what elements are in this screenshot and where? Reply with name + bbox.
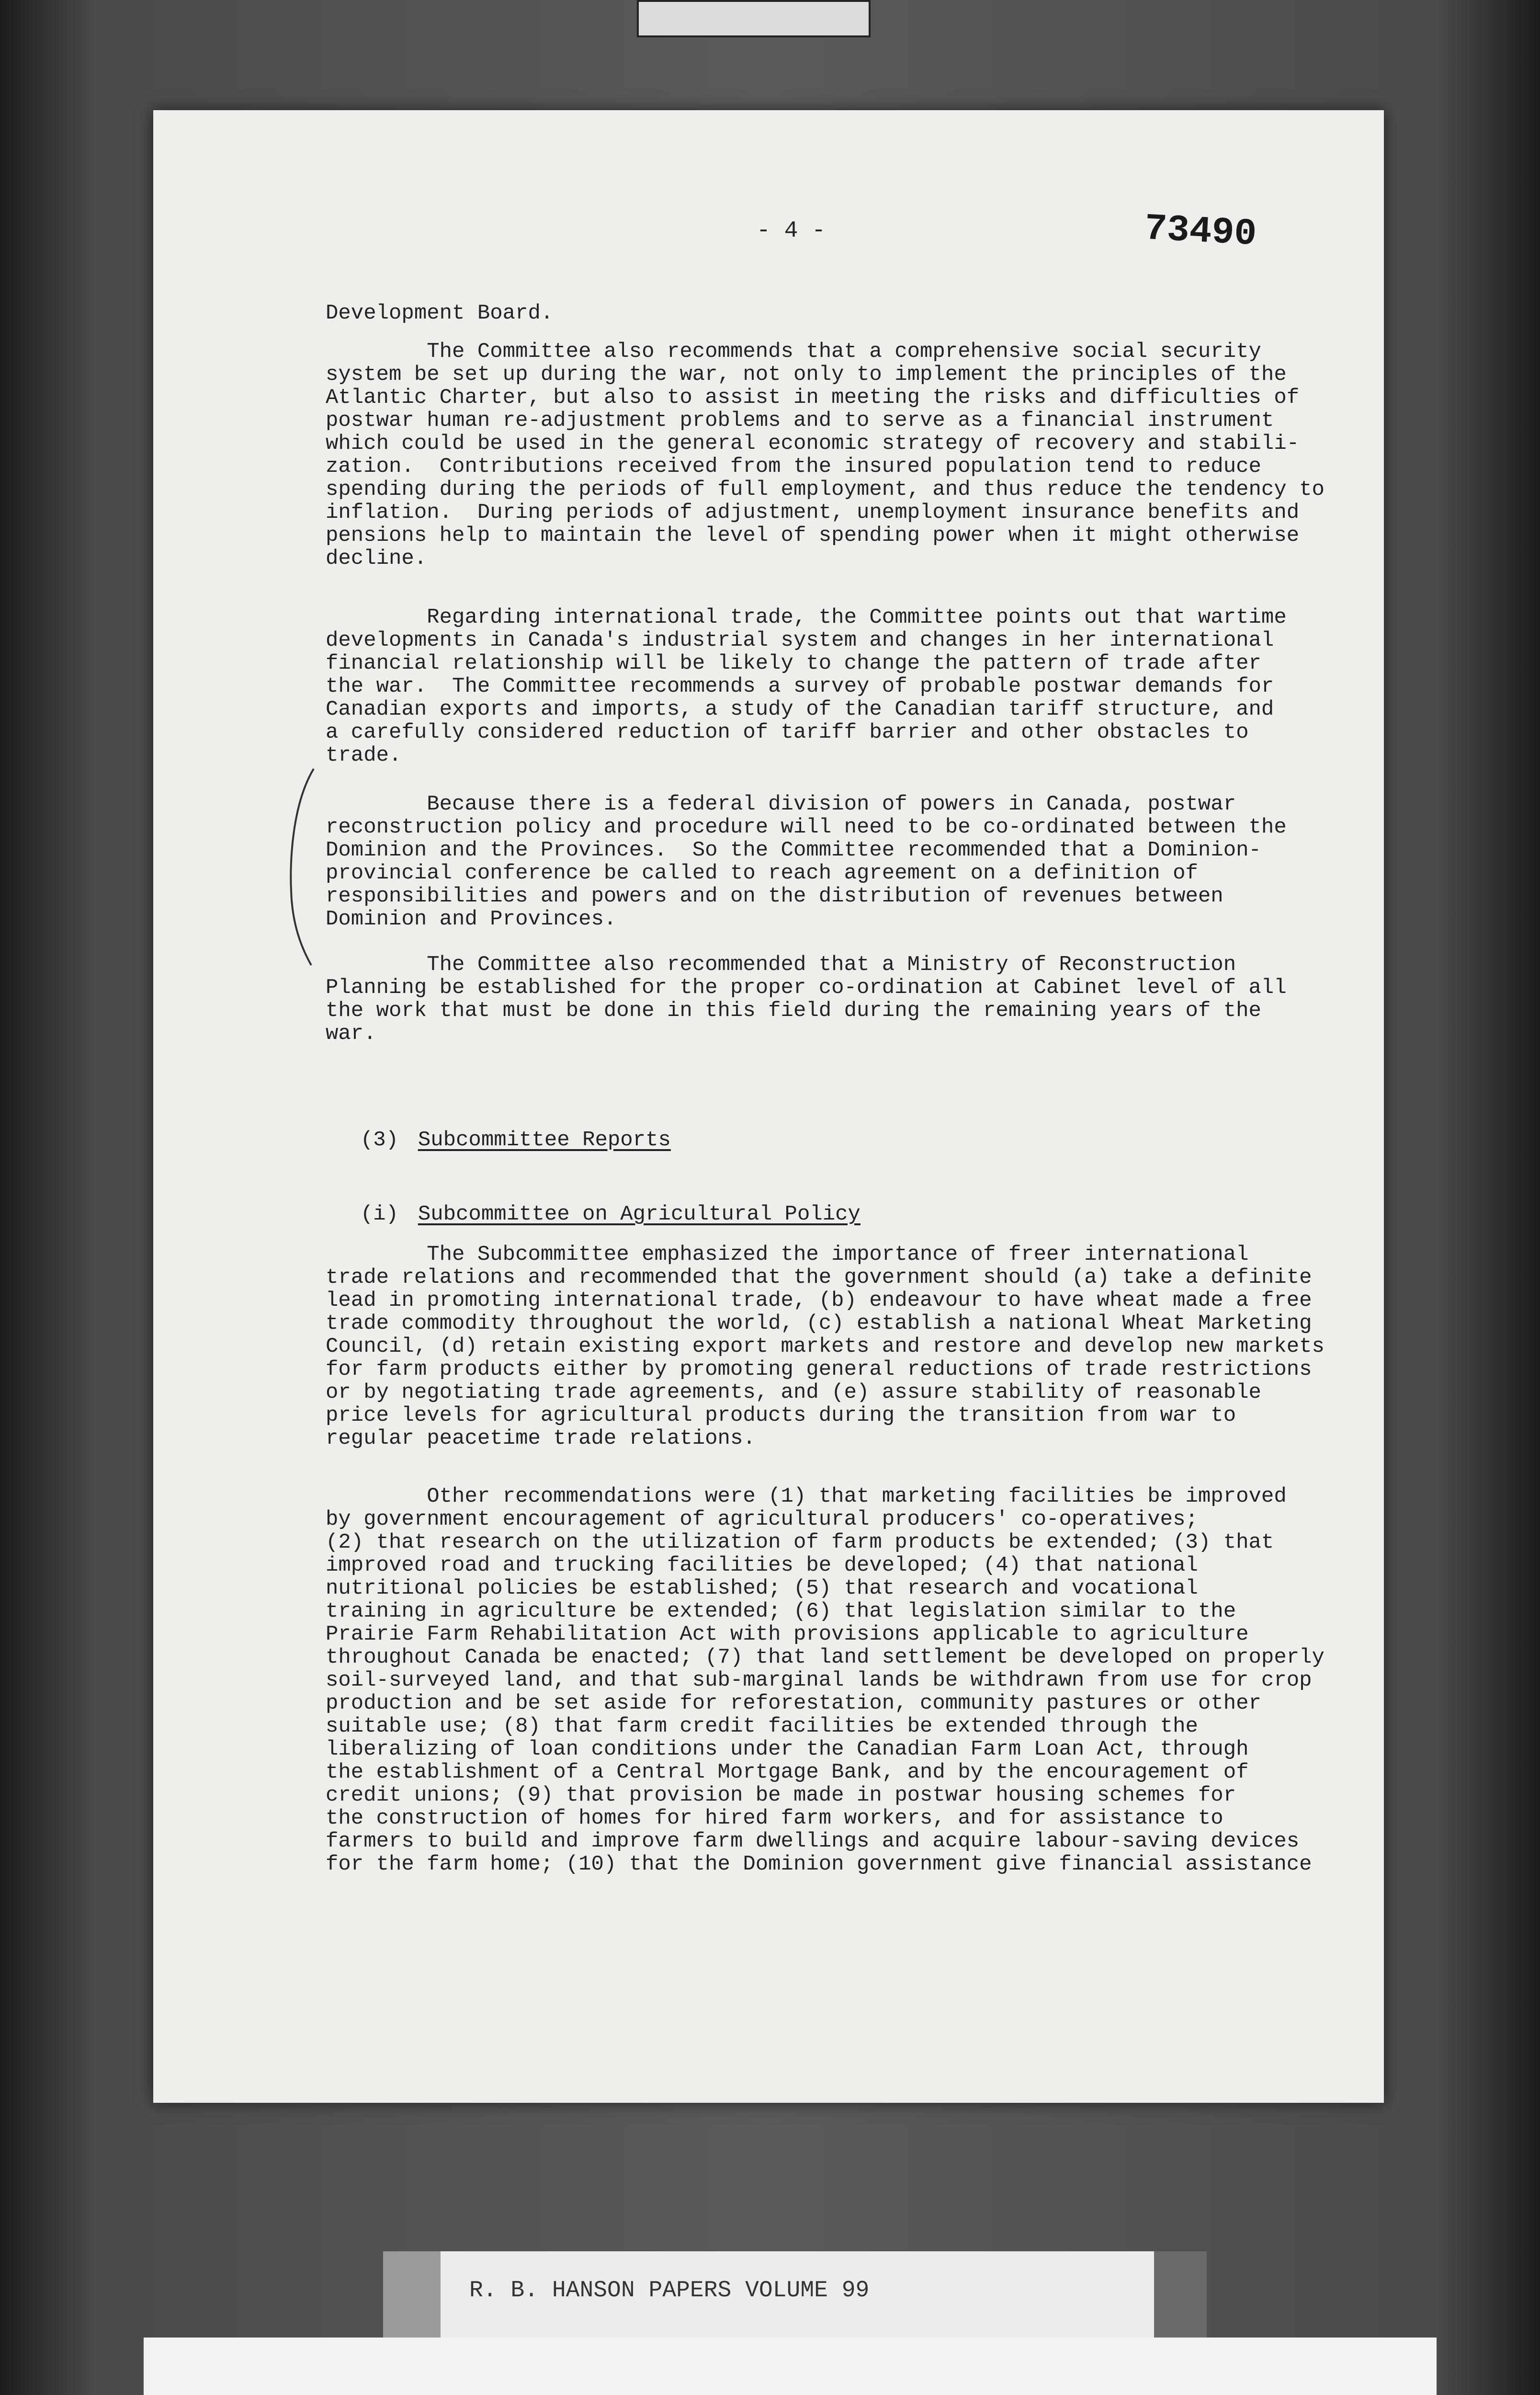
paragraph-international-trade: Regarding international trade, the Committee points out that wartime developments in Canada's industrial system and changes in her international financial relationship will be likely to change the pattern of trade after the war. The Committee recommends a survey of probable postwar demands for Canadian exports and imports, a study of the Canadian tariff structure, and a carefully considered reduction of tariff barrier and other obstacles to trade. — [326, 605, 1287, 767]
heading-number: (i) — [360, 1202, 399, 1226]
paragraph-social-security: The Committee also recommends that a comprehensive social security system be set up during the war, not only to implement the principles of the Atlantic Charter, but also to assist in meeting the risks and difficulties of postwar human re-adjustment problems and to serve as a financial instrument which could be used in the general economic strategy of recovery and stabili- zation. Contributions received from the insured population tend to reduce spending during the periods of full employment, and thus reduce the tendency inflation. During periods of adjustment, unemployment insurance benefits and pensions help to maintain the level of spending power when it might otherwise decline. — [326, 340, 1300, 570]
heading-agricultural-policy — [335, 1178, 861, 1226]
archive-card — [144, 2338, 1437, 2395]
volume-slip-label: R. B. HANSON PAPERS VOLUME 99 — [469, 2278, 870, 2304]
heading-subcommittee-reports — [335, 1104, 671, 1152]
tape-right — [1154, 2251, 1207, 2342]
paragraph-subcommittee-trade: The Subcommittee emphasized the importance of freer international trade relations and recommended that the government should (a) take a definite lead in promoting international trade, (b) endeavour to have wheat made a free trade commodity throughout the world, (c) establish a national Wheat Marketing Council, (d) retain existing export markets and restore and develop new markets for farm products either by promoting general reductions of trade restrictions or by negotiating trade agreements, and (e) assure stability of reasonable price levels for agricultural products during the transition from war to regular peacetime trade relations. — [326, 1243, 1325, 1450]
paragraph-other-recommendations: Other recommendations were (1) that marketing facilities be improved by government encouragement of agricultural producers' co-operatives; (2) that research on the utilization of farm products be extended; (3) that improved road and trucking facilities be developed; (4) that national nutritional policies be established; (5) that research and vocational training in agriculture be extended; (6) that legislation similar to the Prairie Farm Rehabilitation Act with provisions applicable to agriculture throughout Canada be enacted; (7) that land settlement be developed on properly soil-surveyed land, and that sub-marginal lands be withdrawn from use for crop production and be set aside for reforestation, community pastures or other suitable use; (8) that farm credit facilities be extended through the liberalizing of loan conditions under the Canadian Farm Loan Act, through the establishment of a Central Mortgage Bank, and by the encouragement of credit unions; (9) that provision be made in postwar housing schemes for the construction of homes for hired farm workers, and for assistance to farmers to build and improve farm dwellings and acquire labour-saving devices for the farm home; (10) that the Dominion government give financial assistance — [326, 1484, 1325, 1876]
paragraph-development-board: Development Board. — [326, 301, 554, 325]
heading-title: Subcommittee Reports — [418, 1128, 671, 1152]
paragraph-ministry-reconstruction: The Committee also recommended that a Ministry of Reconstruction Planning be established for the proper co-ordination at Cabinet level of all the work that must be done in this field during the remaining years of the war. — [326, 953, 1287, 1046]
paragraph-federal-division: Because there is a federal division of powers in Canada, postwar reconstruction policy and procedure will need to be co-ordinated between the Dominion and the Provinces. So the Committee recommended that a Dominion- provincial conference be called to reach agreement on a definition of responsibilities and powers and on the distribution of revenues between Dominion and Provinces. — [326, 792, 1287, 931]
page-number: - 4 - — [757, 218, 826, 244]
top-tab — [637, 0, 871, 37]
heading-number: (3) — [360, 1128, 399, 1152]
heading-title: Subcommittee on Agricultural Policy — [418, 1202, 861, 1226]
document-number: 73490 — [1143, 207, 1258, 256]
handwritten-margin-bracket — [287, 766, 316, 968]
